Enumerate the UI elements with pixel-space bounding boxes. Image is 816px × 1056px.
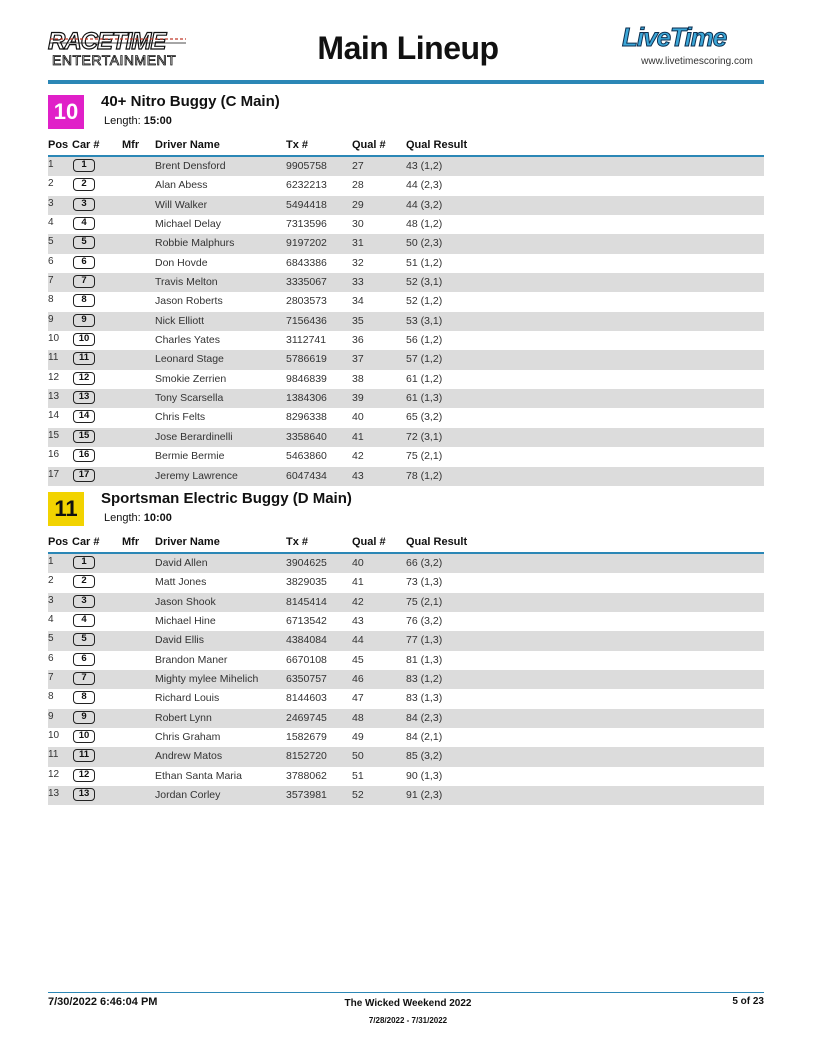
- driver-name-cell: Travis Melton: [155, 276, 218, 289]
- pos-cell: 3: [48, 594, 54, 606]
- qual-result-cell: 91 (2,3): [406, 789, 443, 802]
- driver-name-cell: Andrew Matos: [155, 750, 223, 763]
- report-header: [0, 0, 816, 90]
- driver-name-cell: David Allen: [155, 557, 208, 569]
- driver-name-cell: Jason Shook: [155, 595, 216, 608]
- qual-cell: 51: [352, 769, 364, 782]
- qual-cell: 29: [352, 198, 364, 211]
- qual-result-cell: 52 (3,1): [406, 276, 443, 289]
- driver-name-cell: Jose Berardinelli: [155, 430, 233, 443]
- column-headers: [48, 139, 764, 153]
- svg-text:RACETIME: RACETIME: [48, 28, 166, 55]
- car-number-box: 6: [73, 653, 95, 666]
- qual-result-cell: 44 (3,2): [406, 198, 443, 211]
- qual-result-cell: 43 (1,2): [406, 160, 443, 172]
- tx-cell: 5786619: [286, 353, 327, 366]
- qual-result-cell: 75 (2,1): [406, 595, 443, 608]
- race-length: [104, 115, 172, 127]
- driver-name-cell: Smokie Zerrien: [155, 372, 227, 385]
- tx-cell: 4384084: [286, 634, 327, 647]
- race-section: [48, 492, 764, 806]
- car-number-box: 5: [73, 236, 95, 249]
- tx-cell: 8296338: [286, 411, 327, 424]
- table-row: [48, 234, 764, 253]
- pos-cell: 11: [48, 352, 59, 364]
- qual-cell: 38: [352, 372, 364, 385]
- qual-cell: 43: [352, 469, 364, 482]
- header-tx: Tx #: [286, 536, 309, 548]
- tx-cell: 3904625: [286, 557, 327, 569]
- table-row: [48, 389, 764, 408]
- qual-result-cell: 90 (1,3): [406, 769, 443, 782]
- qual-cell: 30: [352, 218, 364, 231]
- header-driver: Driver Name: [155, 139, 220, 151]
- table-row: [48, 573, 764, 592]
- table-row: [48, 728, 764, 747]
- footer-page-number: 5 of 23: [732, 996, 764, 1007]
- header-divider: [48, 80, 764, 84]
- tx-cell: 3358640: [286, 430, 327, 443]
- table-row: [48, 670, 764, 689]
- tx-cell: 7156436: [286, 314, 327, 327]
- qual-cell: 37: [352, 353, 364, 366]
- qual-result-cell: 48 (1,2): [406, 218, 443, 231]
- pos-cell: 10: [48, 333, 60, 345]
- svg-text:ENTERTAINMENT: ENTERTAINMENT: [52, 52, 177, 68]
- driver-name-cell: Chris Graham: [155, 731, 221, 744]
- footer-divider: [48, 992, 764, 993]
- qual-result-cell: 56 (1,2): [406, 334, 443, 347]
- table-row: [48, 408, 764, 427]
- car-number-box: 14: [73, 410, 95, 423]
- car-number-box: 1: [73, 159, 95, 172]
- livetime-wordmark: LiveTime: [622, 22, 727, 52]
- pos-cell: 9: [48, 313, 54, 325]
- table-row: [48, 273, 764, 292]
- table-row: [48, 370, 764, 389]
- qual-result-cell: 83 (1,3): [406, 692, 443, 705]
- tx-cell: 9846839: [286, 372, 327, 385]
- pos-cell: 7: [48, 275, 54, 287]
- car-number-box: 13: [73, 391, 95, 404]
- car-number-box: 15: [73, 430, 95, 443]
- driver-name-cell: Matt Jones: [155, 576, 207, 589]
- header-pos: Pos: [48, 536, 69, 548]
- qual-cell: 28: [352, 179, 364, 192]
- pos-cell: 16: [48, 449, 60, 461]
- pos-cell: 11: [48, 749, 59, 761]
- car-number-box: 9: [73, 711, 95, 724]
- driver-name-cell: Nick Elliott: [155, 314, 205, 327]
- driver-name-cell: David Ellis: [155, 634, 205, 647]
- driver-name-cell: Jason Roberts: [155, 295, 223, 308]
- driver-name-cell: Michael Delay: [155, 218, 221, 231]
- qual-cell: 44: [352, 634, 364, 647]
- pos-cell: 8: [48, 294, 54, 306]
- header-pos: Pos: [48, 139, 69, 151]
- tx-cell: 1582679: [286, 731, 327, 744]
- race-length-value: 10:00: [143, 512, 172, 524]
- car-number-box: 9: [73, 314, 95, 327]
- pos-cell: 15: [48, 429, 60, 441]
- car-number-box: 8: [73, 294, 95, 307]
- driver-name-cell: Ethan Santa Maria: [155, 769, 242, 782]
- qual-result-cell: 50 (2,3): [406, 237, 443, 250]
- tx-cell: 9905758: [286, 160, 327, 172]
- header-mfr: Mfr: [122, 536, 140, 548]
- lineup-table: [48, 157, 764, 486]
- pos-cell: 2: [48, 575, 54, 587]
- tx-cell: 8145414: [286, 595, 327, 608]
- driver-name-cell: Bermie Bermie: [155, 450, 225, 463]
- qual-result-cell: 73 (1,3): [406, 576, 443, 589]
- pos-cell: 5: [48, 236, 54, 248]
- qual-result-cell: 44 (2,3): [406, 179, 443, 192]
- table-row: [48, 196, 764, 215]
- car-number-box: 3: [73, 198, 95, 211]
- tx-cell: 3788062: [286, 769, 327, 782]
- qual-cell: 52: [352, 789, 364, 802]
- tx-cell: 1384306: [286, 392, 327, 405]
- tx-cell: 5494418: [286, 198, 327, 211]
- footer-event-name: The Wicked Weekend 2022: [344, 998, 472, 1009]
- tx-cell: 8144603: [286, 692, 327, 705]
- race-number-badge: 10: [48, 95, 84, 129]
- qual-result-cell: 53 (3,1): [406, 314, 443, 327]
- pos-cell: 12: [48, 768, 60, 780]
- tx-cell: 3829035: [286, 576, 327, 589]
- qual-result-cell: 51 (1,2): [406, 256, 443, 269]
- driver-name-cell: Charles Yates: [155, 334, 220, 347]
- qual-cell: 50: [352, 750, 364, 763]
- footer-timestamp: 7/30/2022 6:46:04 PM: [48, 996, 158, 1008]
- car-number-box: 11: [73, 749, 95, 762]
- table-row: [48, 651, 764, 670]
- pos-cell: 6: [48, 255, 54, 267]
- qual-cell: 33: [352, 276, 364, 289]
- lineup-table: [48, 554, 764, 805]
- qual-cell: 41: [352, 576, 364, 589]
- table-row: [48, 554, 764, 573]
- tx-cell: 9197202: [286, 237, 327, 250]
- qual-cell: 46: [352, 673, 364, 686]
- column-headers: [48, 536, 764, 550]
- pos-cell: 14: [48, 410, 60, 422]
- car-number-box: 5: [73, 633, 95, 646]
- race-length-label: Length:: [104, 512, 141, 524]
- table-row: [48, 593, 764, 612]
- qual-result-cell: 81 (1,3): [406, 653, 443, 666]
- qual-cell: 49: [352, 731, 364, 744]
- qual-result-cell: 78 (1,2): [406, 469, 443, 482]
- table-row: [48, 176, 764, 195]
- pos-cell: 17: [48, 468, 60, 480]
- pos-cell: 4: [48, 217, 54, 229]
- driver-name-cell: Alan Abess: [155, 179, 208, 192]
- table-row: [48, 157, 764, 176]
- car-number-box: 11: [73, 352, 95, 365]
- qual-result-cell: 65 (3,2): [406, 411, 443, 424]
- tx-cell: 7313596: [286, 218, 327, 231]
- qual-result-cell: 85 (3,2): [406, 750, 443, 763]
- pos-cell: 7: [48, 672, 54, 684]
- table-row: [48, 689, 764, 708]
- pos-cell: 13: [48, 391, 60, 403]
- pos-cell: 10: [48, 730, 60, 742]
- tx-cell: 3112741: [286, 334, 327, 347]
- pos-cell: 1: [48, 556, 54, 567]
- table-row: [48, 612, 764, 631]
- qual-result-cell: 84 (2,1): [406, 731, 443, 744]
- table-row: [48, 428, 764, 447]
- header-car: Car #: [72, 536, 100, 548]
- table-row: [48, 747, 764, 766]
- table-row: [48, 709, 764, 728]
- car-number-box: 6: [73, 256, 95, 269]
- qual-cell: 42: [352, 595, 364, 608]
- livetime-logo: [622, 24, 764, 67]
- qual-cell: 32: [352, 256, 364, 269]
- tx-cell: 6843386: [286, 256, 327, 269]
- driver-name-cell: Jordan Corley: [155, 789, 221, 802]
- tx-cell: 5463860: [286, 450, 327, 463]
- qual-result-cell: 75 (2,1): [406, 450, 443, 463]
- race-section: [48, 95, 764, 486]
- driver-name-cell: Robert Lynn: [155, 711, 212, 724]
- race-length-value: 15:00: [143, 115, 172, 127]
- car-number-box: 4: [73, 217, 95, 230]
- table-row: [48, 767, 764, 786]
- car-number-box: 16: [73, 449, 95, 462]
- pos-cell: 1: [48, 159, 54, 170]
- pos-cell: 13: [48, 788, 60, 800]
- qual-cell: 47: [352, 692, 364, 705]
- driver-name-cell: Leonard Stage: [155, 353, 224, 366]
- table-row: [48, 331, 764, 350]
- car-number-box: 7: [73, 275, 95, 288]
- pos-cell: 5: [48, 633, 54, 645]
- qual-result-cell: 66 (3,2): [406, 557, 443, 569]
- footer-event-dates: 7/28/2022 - 7/31/2022: [368, 1016, 448, 1025]
- qual-cell: 43: [352, 615, 364, 628]
- qual-result-cell: 83 (1,2): [406, 673, 443, 686]
- table-row: [48, 292, 764, 311]
- car-number-box: 17: [73, 469, 95, 482]
- header-mfr: Mfr: [122, 139, 140, 151]
- qual-cell: 41: [352, 430, 364, 443]
- car-number-box: 2: [73, 178, 95, 191]
- header-car: Car #: [72, 139, 100, 151]
- car-number-box: 7: [73, 672, 95, 685]
- driver-name-cell: Robbie Malphurs: [155, 237, 235, 250]
- car-number-box: 10: [73, 730, 95, 743]
- qual-cell: 45: [352, 653, 364, 666]
- car-number-box: 3: [73, 595, 95, 608]
- car-number-box: 4: [73, 614, 95, 627]
- table-row: [48, 631, 764, 650]
- qual-result-cell: 61 (1,3): [406, 392, 443, 405]
- header-qual: Qual #: [352, 536, 386, 548]
- table-row: [48, 312, 764, 331]
- qual-result-cell: 72 (3,1): [406, 430, 443, 443]
- qual-cell: 31: [352, 237, 364, 250]
- qual-cell: 40: [352, 557, 364, 569]
- driver-name-cell: Mighty mylee Mihelich: [155, 673, 259, 686]
- header-qual: Qual #: [352, 139, 386, 151]
- driver-name-cell: Will Walker: [155, 198, 208, 211]
- driver-name-cell: Michael Hine: [155, 615, 216, 628]
- race-number-badge: 11: [48, 492, 84, 526]
- driver-name-cell: Tony Scarsella: [155, 392, 224, 405]
- driver-name-cell: Jeremy Lawrence: [155, 469, 238, 482]
- car-number-box: 1: [73, 556, 95, 569]
- qual-result-cell: 61 (1,2): [406, 372, 443, 385]
- header-result: Qual Result: [406, 139, 468, 151]
- header-driver: Driver Name: [155, 536, 220, 548]
- driver-name-cell: Chris Felts: [155, 411, 206, 424]
- qual-cell: 39: [352, 392, 364, 405]
- tx-cell: 3335067: [286, 276, 327, 289]
- driver-name-cell: Don Hovde: [155, 256, 208, 269]
- qual-cell: 34: [352, 295, 364, 308]
- pos-cell: 2: [48, 178, 54, 190]
- qual-result-cell: 76 (3,2): [406, 615, 443, 628]
- table-row: [48, 254, 764, 273]
- qual-cell: 27: [352, 160, 364, 172]
- tx-cell: 6047434: [286, 469, 327, 482]
- livetime-url: www.livetimescoring.com: [641, 56, 753, 67]
- driver-name-cell: Richard Louis: [155, 692, 220, 705]
- qual-result-cell: 77 (1,3): [406, 634, 443, 647]
- car-number-box: 13: [73, 788, 95, 801]
- race-title: Sportsman Electric Buggy (D Main): [101, 490, 352, 507]
- pos-cell: 6: [48, 652, 54, 664]
- pos-cell: 4: [48, 614, 54, 626]
- car-number-box: 2: [73, 575, 95, 588]
- car-number-box: 12: [73, 372, 95, 385]
- tx-cell: 6713542: [286, 615, 327, 628]
- table-row: [48, 786, 764, 805]
- qual-result-cell: 84 (2,3): [406, 711, 443, 724]
- race-length-label: Length:: [104, 115, 141, 127]
- qual-result-cell: 52 (1,2): [406, 295, 443, 308]
- car-number-box: 8: [73, 691, 95, 704]
- tx-cell: 6232213: [286, 179, 327, 192]
- car-number-box: 10: [73, 333, 95, 346]
- table-row: [48, 215, 764, 234]
- qual-cell: 36: [352, 334, 364, 347]
- tx-cell: 6670108: [286, 653, 327, 666]
- tx-cell: 8152720: [286, 750, 327, 763]
- race-title: 40+ Nitro Buggy (C Main): [101, 93, 280, 110]
- tx-cell: 2803573: [286, 295, 327, 308]
- driver-name-cell: Brandon Maner: [155, 653, 228, 666]
- race-length: [104, 512, 172, 524]
- qual-cell: 48: [352, 711, 364, 724]
- table-row: [48, 447, 764, 466]
- tx-cell: 3573981: [286, 789, 327, 802]
- pos-cell: 12: [48, 371, 60, 383]
- qual-result-cell: 57 (1,2): [406, 353, 443, 366]
- pos-cell: 8: [48, 691, 54, 703]
- table-row: [48, 467, 764, 486]
- header-tx: Tx #: [286, 139, 309, 151]
- tx-cell: 6350757: [286, 673, 327, 686]
- qual-cell: 40: [352, 411, 364, 424]
- tx-cell: 2469745: [286, 711, 327, 724]
- qual-cell: 35: [352, 314, 364, 327]
- qual-cell: 42: [352, 450, 364, 463]
- page-title: Main Lineup: [317, 30, 499, 66]
- pos-cell: 9: [48, 710, 54, 722]
- pos-cell: 3: [48, 197, 54, 209]
- car-number-box: 12: [73, 769, 95, 782]
- table-row: [48, 350, 764, 369]
- header-result: Qual Result: [406, 536, 468, 548]
- driver-name-cell: Brent Densford: [155, 160, 226, 172]
